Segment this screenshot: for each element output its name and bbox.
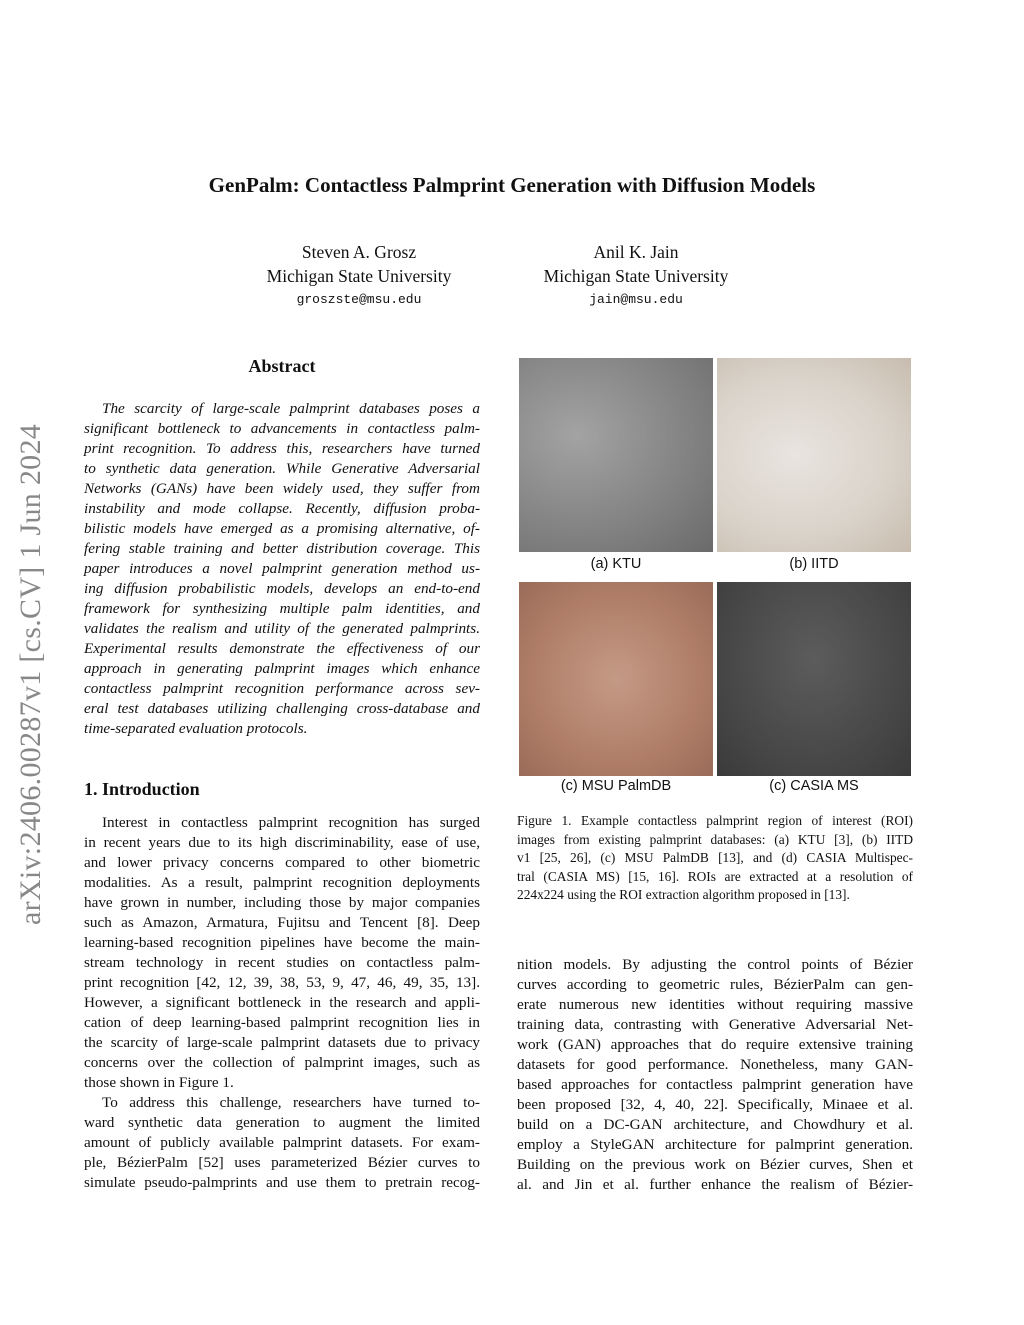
text-line: nition models. By adjusting the control points of Bézier — [517, 956, 913, 973]
intro-paragraph-2 — [84, 1093, 480, 1193]
text-line: However, a significant bottleneck in the research and appli- — [84, 994, 480, 1011]
paper-title: GenPalm: Contactless Palmprint Generation with Diffusion Models — [208, 173, 816, 197]
text-line: contactless palmprint recognition performance across sev- — [84, 680, 480, 697]
text-line: employ a StyleGAN architecture for palmprint generation. — [517, 1136, 913, 1153]
text-line: been proposed [32, 4, 40, 22]. Specifically, Minaee et al. — [517, 1096, 913, 1113]
text-line: validates the realism and utility of the generated palmprints. — [84, 620, 480, 637]
text-line: learning-based recognition pipelines have become the main- — [84, 934, 480, 951]
text-line: datasets for good performance. Nonetheless, many GAN- — [517, 1056, 913, 1073]
text-line: Networks (GANs) have been widely used, they suffer from — [84, 480, 480, 497]
introduction-heading: 1. Introduction — [84, 779, 200, 799]
palm-image-msu-palmdb — [519, 582, 713, 776]
text-line: Building on the previous work on Bézier curves, Shen et — [517, 1156, 913, 1173]
text-line: in recent years due to its high discriminability, ease of use, — [84, 834, 480, 851]
author-2 — [506, 240, 766, 312]
arxiv-identifier: arXiv:2406.00287v1 [cs.CV] 1 Jun 2024 — [14, 423, 47, 925]
text-line: those shown in Figure 1. — [84, 1074, 234, 1091]
figure-caption — [517, 812, 913, 905]
text-line: approach in generating palmprint images which enhance — [84, 660, 480, 677]
abstract-body — [84, 399, 480, 739]
author-email: jain@msu.edu — [589, 292, 683, 307]
text-line: curves according to geometric rules, BézierPalm can gen- — [517, 976, 913, 993]
text-line: ple, BézierPalm [52] uses parameterized Bézier curves to — [84, 1154, 480, 1171]
text-line: simulate pseudo-palmprints and use them to pretrain recog- — [84, 1174, 480, 1191]
palm-image-iitd — [717, 358, 911, 552]
text-line: time-separated evaluation protocols. — [84, 720, 308, 737]
text-line: work (GAN) approaches that do require extensive training — [517, 1036, 913, 1053]
text-line: fering stable training and better distribution coverage. This — [84, 540, 480, 557]
text-line: print recognition [42, 12, 39, 38, 53, 9, 47, 46, 49, 35, 13]. — [84, 974, 480, 991]
abstract-heading: Abstract — [248, 356, 316, 376]
text-line: and lower privacy concerns compared to other biometric — [84, 854, 480, 871]
author-affiliation: Michigan State University — [266, 266, 452, 286]
text-line: The scarcity of large-scale palmprint databases poses a — [102, 400, 480, 417]
panel-label: (c) CASIA MS — [769, 778, 859, 794]
text-line: training data, contrasting with Generative Adversarial Net- — [517, 1016, 913, 1033]
text-line: amount of publicly available palmprint datasets. For exam- — [84, 1134, 480, 1151]
text-line: Interest in contactless palmprint recognition has surged — [102, 814, 480, 831]
text-line: stream technology in recent studies on contactless palm- — [84, 954, 480, 971]
text-line: modalities. As a result, palmprint recognition deployments — [84, 874, 480, 891]
text-line: 224x224 using the ROI extraction algorithm proposed in [13]. — [517, 887, 850, 902]
text-line: tral (CASIA MS) [15, 16]. ROIs are extracted at a resolution of — [517, 868, 913, 884]
text-line: print recognition. To address this, researchers have turned — [84, 440, 480, 457]
text-line: concerns over the collection of palmprint images, such as — [84, 1054, 480, 1071]
text-line: images from existing palmprint databases: (a) KTU [3], (b) IITD — [517, 831, 913, 847]
panel-label: (c) MSU PalmDB — [560, 778, 672, 794]
text-line: have grown in number, including those by major companies — [84, 894, 480, 911]
text-line: Figure 1. Example contactless palmprint region of interest (ROI) — [517, 813, 913, 828]
text-line: framework for synthesizing multiple palm identities, and — [84, 600, 480, 617]
text-line: bilistic models have emerged as a promising alternative, of- — [84, 520, 480, 537]
text-line: instability and mode collapse. Recently, diffusion proba- — [84, 500, 480, 517]
author-name: Steven A. Grosz — [301, 242, 417, 262]
text-line: erate numerous new identities without requiring massive — [517, 996, 913, 1013]
palm-image-casia-ms — [717, 582, 911, 776]
text-line: paper introduces a novel palmprint generation method us- — [84, 560, 480, 577]
text-line: Experimental results demonstrate the effectiveness of our — [84, 640, 480, 657]
text-line: ward synthetic data generation to augment the limited — [84, 1114, 480, 1131]
panel-label: (b) IITD — [789, 556, 839, 572]
text-line: the scarcity of large-scale palmprint datasets due to privacy — [84, 1034, 480, 1051]
intro-paragraph-1 — [84, 813, 480, 1093]
author-1 — [229, 240, 489, 312]
text-line: such as Amazon, Armatura, Fujitsu and Tencent [8]. Deep — [84, 914, 480, 931]
text-line: to synthetic data generation. While Generative Adversarial — [84, 460, 480, 477]
text-line: al. and Jin et al. further enhance the realism of Bézier- — [517, 1176, 913, 1193]
text-line: eral test databases utilizing challenging cross-database and — [84, 700, 480, 717]
text-line: To address this challenge, researchers have turned to- — [102, 1094, 480, 1111]
author-email: groszste@msu.edu — [296, 292, 422, 307]
author-affiliation: Michigan State University — [543, 266, 729, 286]
panel-label: (a) KTU — [590, 556, 642, 572]
text-line: ing diffusion probabilistic models, develops an end-to-end — [84, 580, 480, 597]
author-name: Anil K. Jain — [593, 242, 679, 262]
intro-right-column — [517, 955, 913, 1195]
palm-image-ktu — [519, 358, 713, 552]
text-line: v1 [25, 26], (c) MSU PalmDB [13], and (d) CASIA Multispec- — [517, 850, 913, 865]
text-line: based approaches for contactless palmprint generation have — [517, 1076, 913, 1093]
text-line: build on a DC-GAN architecture, and Chowdhury et al. — [517, 1116, 913, 1133]
text-line: cation of deep learning-based palmprint recognition lies in — [84, 1014, 480, 1031]
text-line: significant bottleneck to advancements in contactless palm- — [84, 420, 480, 437]
